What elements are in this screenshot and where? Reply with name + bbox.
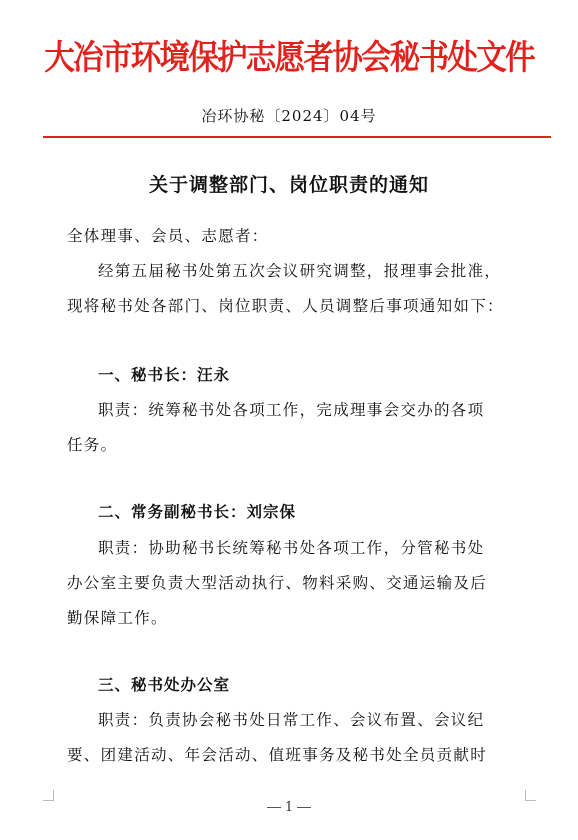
intro-line: 经第五届秘书处第五次会议研究调整，报理事会批准， (98, 262, 502, 280)
section-line: 任务。 (67, 436, 118, 454)
intro-line: 现将秘书处各部门、岗位职责、人员调整后事项通知如下： (67, 297, 504, 315)
header-red-divider (43, 136, 551, 138)
section-line: 职责：协助秘书长统筹秘书处各项工作，分管秘书处 (98, 539, 485, 557)
section-heading: 二、常务副秘书长：刘宗保 (98, 502, 297, 521)
document-header-title: 大冶市环境保护志愿者协会秘书处文件 (44, 38, 534, 78)
section-heading: 一、秘书长：汪永 (98, 365, 231, 384)
section-line: 职责：统筹秘书处各项工作，完成理事会交办的各项 (98, 401, 485, 419)
page-number (0, 800, 578, 815)
notice-title: 关于调整部门、岗位职责的通知 (148, 174, 429, 196)
document-number: 冶环协秘〔2024〕04号 (201, 107, 377, 125)
salutation: 全体理事、会员、志愿者： (67, 227, 269, 245)
section-line: 办公室主要负责大型活动执行、物料采购、交通运输及后 (67, 574, 488, 592)
section-heading: 三、秘书处办公室 (98, 675, 231, 694)
section-line: 勤保障工作。 (67, 609, 168, 627)
section-line: 要、团建活动、年会活动、值班事务及秘书处全员贡献时 (67, 746, 488, 764)
page-number-value: 1 (284, 800, 294, 815)
section-line: 职责：负责协会秘书处日常工作、会议布置、会议纪 (98, 711, 485, 729)
